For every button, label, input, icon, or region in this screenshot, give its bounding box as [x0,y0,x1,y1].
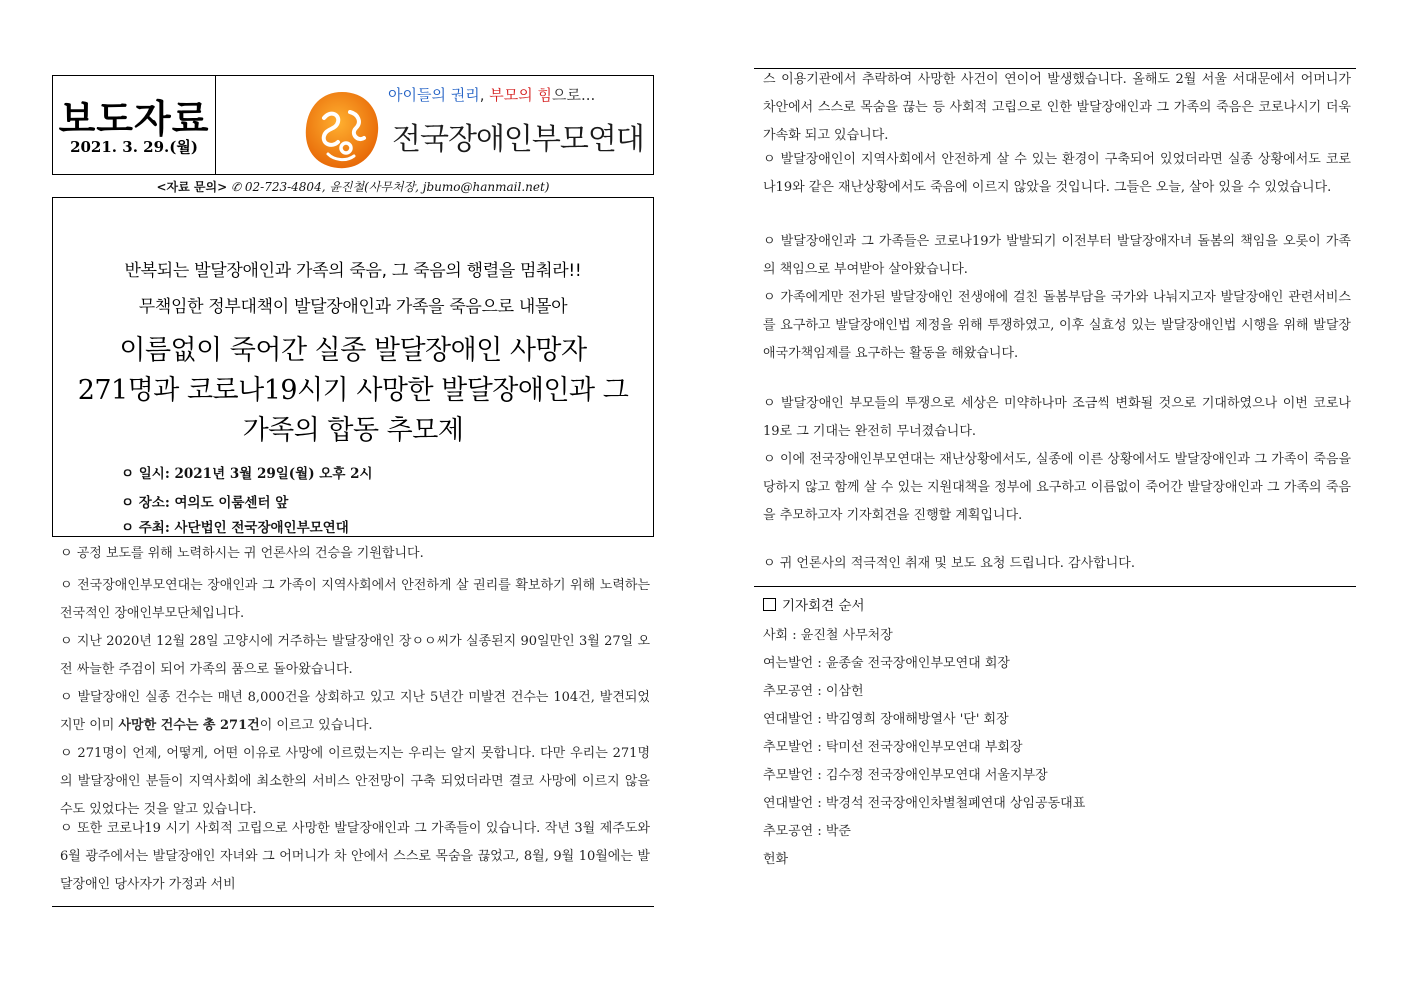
press-header [52,75,654,175]
phone-icon: ✆ [230,180,242,194]
org-logo-area [216,76,653,174]
count-text: ㅇ 발달장애인 실종 건수는 매년 8,000건을 상회하고 있고 지난 5년간 미발견 건수는 104건, 발견되었지만 이미 [60,690,650,733]
main-headline: 가족의 합동 추모제 [242,415,464,446]
org-slogan [388,84,595,105]
body-paragraph: 스 이용기관에서 추락하여 사망한 사건이 연이어 발생했습니다. 올해도 2월 서울 서대문에서 어머니가 차안에서 스스로 목숨을 끊는 등 사회적 고립으로 인한 발달장애인과 그 가족의 죽음은 코로나시기 더욱 가속화 되고 있습니다. [763,72,1351,143]
count-text: 이 이르고 있습니다. [259,718,373,733]
slogan-part: 아이들의 [388,86,451,104]
contact-info [52,178,654,195]
org-name: 전국장애인부모연대 [392,122,644,157]
slogan-part: 권리 [450,86,480,104]
body-paragraph: ㅇ 또한 코로나19 시기 사회적 고립으로 사망한 발달장애인과 그 가족들이 있습니다. 작년 3월 제주도와 6월 광주에서는 발달장애인 자녀와 그 어머니가 차 안에서 스스로 목숨을 끊었고, 8월, 9월 10월에는 발달장애인 당사자가 가정과 서비 [60,821,650,892]
event-date: ㅇ 일시: 2021년 3월 29일(월) 오후 2시 [121,466,373,482]
order-title-text: 기자회견 순서 [782,598,865,614]
order-item: 추모발언 : 탁미선 전국장애인부모연대 부회장 [763,740,1023,755]
body-paragraph: ㅇ 귀 언론사의 적극적인 취재 및 보도 요청 드립니다. 감사합니다. [763,556,1135,571]
body-paragraph: ㅇ 발달장애인 부모들의 투쟁으로 세상은 미약하나마 조금씩 변화될 것으로 기대하였으나 이번 코로나19로 그 기대는 완전히 무너졌습니다. [763,396,1351,439]
org-logo-icon [300,88,384,172]
headline-box [52,197,654,537]
death-count-highlight: 사망한 건수는 총 271건 [118,718,260,733]
body-paragraph: ㅇ 지난 2020년 12월 28일 고양시에 거주하는 발달장애인 장ㅇㅇ씨가 실종된지 90일만인 3월 27일 오전 싸늘한 주검이 되어 가족의 품으로 돌아왔습니다. [60,634,650,677]
body-paragraph: ㅇ 발달장애인이 지역사회에서 안전하게 살 수 있는 환경이 구축되어 있었더라면 실종 상황에서도 코로나19와 같은 재난상황에서도 죽음에 이르지 않았을 것입니다. 그들은 오늘, 살아 있을 수 있었습니다. [763,152,1351,195]
press-date: 2021. 3. 29.(월) [70,138,198,156]
event-host: ㅇ 주최: 사단법인 전국장애인부모연대 [121,520,349,536]
body-paragraph: ㅇ 공정 보도를 위해 노력하시는 귀 언론사의 건승을 기원합니다. [60,546,424,561]
contact-label: <자료 문의> [156,180,228,194]
order-item: 연대발언 : 박경석 전국장애인차별철폐연대 상임공동대표 [763,796,1086,811]
slogan-part: 부모의 힘 [489,86,552,104]
checkbox-square-icon [763,598,776,611]
sub-headline: 반복되는 발달장애인과 가족의 죽음, 그 죽음의 행렬을 멈춰라!! [124,261,582,281]
body-paragraph: ㅇ 발달장애인과 그 가족들은 코로나19가 발발되기 이전부터 발달장애자녀 돌봄의 책임을 오롯이 가족의 책임으로 부여받아 살아왔습니다. [763,234,1351,277]
order-item: 여는발언 : 윤종술 전국장애인부모연대 회장 [763,656,1010,671]
column-divider [52,906,654,907]
sub-headline: 무책임한 정부대책이 발달장애인과 가족을 죽음으로 내몰아 [138,297,568,317]
body-paragraph: ㅇ 전국장애인부모연대는 장애인과 그 가족이 지역사회에서 안전하게 살 권리를 확보하기 위해 노력하는 전국적인 장애인부모단체입니다. [60,578,650,621]
body-paragraph: ㅇ 271명이 언제, 어떻게, 어떤 이유로 사망에 이르렀는지는 우리는 알지 못합니다. 다만 우리는 271명의 발달장애인 분들이 지역사회에 최소한의 서비스 안전망이 구축 되었더라면 결코 사망에 이르지 않을 수도 있었다는 것을 알고 있습니다. [60,746,650,817]
event-place: ㅇ 장소: 여의도 이룸센터 앞 [121,495,289,511]
order-section-title [763,594,865,614]
order-item: 추모공연 : 박준 [763,824,851,839]
press-release-title: 보도자료 [58,97,210,141]
main-headline: 271명과 코로나19시기 사망한 발달장애인과 그 [77,375,629,406]
order-item: 사회 : 윤진철 사무처장 [763,628,893,643]
body-paragraph: ㅇ 가족에게만 전가된 발달장애인 전생애에 걸친 돌봄부담을 국가와 나눠지고자 발달장애인 관련서비스를 요구하고 발달장애인법 제정을 위해 투쟁하였고, 이후 실효성 있는 발달장애인법 시행을 위해 발달장애국가책임제를 요구하는 활동을 해왔습니다. [763,290,1351,361]
order-item: 연대발언 : 박김영희 장애해방열사 '단' 회장 [763,712,1009,727]
order-item: 헌화 [763,852,789,867]
body-paragraph [60,684,650,740]
main-headline: 이름없이 죽어간 실종 발달장애인 사망자 [119,335,587,366]
body-paragraph: ㅇ 이에 전국장애인부모연대는 재난상황에서도, 실종에 이른 상황에서도 발달장애인과 그 가족이 죽음을 당하지 않고 함께 살 수 있는 지원대책을 정부에 요구하고 이름없이 죽어간 발달장애인과 그 가족의 죽음을 추모하고자 기자회견을 진행할 계획입니다. [763,452,1351,523]
slogan-part: 으로... [552,86,596,104]
contact-text: 02-723-4804, 윤진철(사무처장, jbumo@hanmail.net) [244,180,550,194]
slogan-part: , [479,86,490,104]
section-divider [754,586,1356,587]
order-item: 추모공연 : 이삼헌 [763,684,864,699]
press-title-cell [53,76,216,174]
order-item: 추모발언 : 김수정 전국장애인부모연대 서울지부장 [763,768,1048,783]
